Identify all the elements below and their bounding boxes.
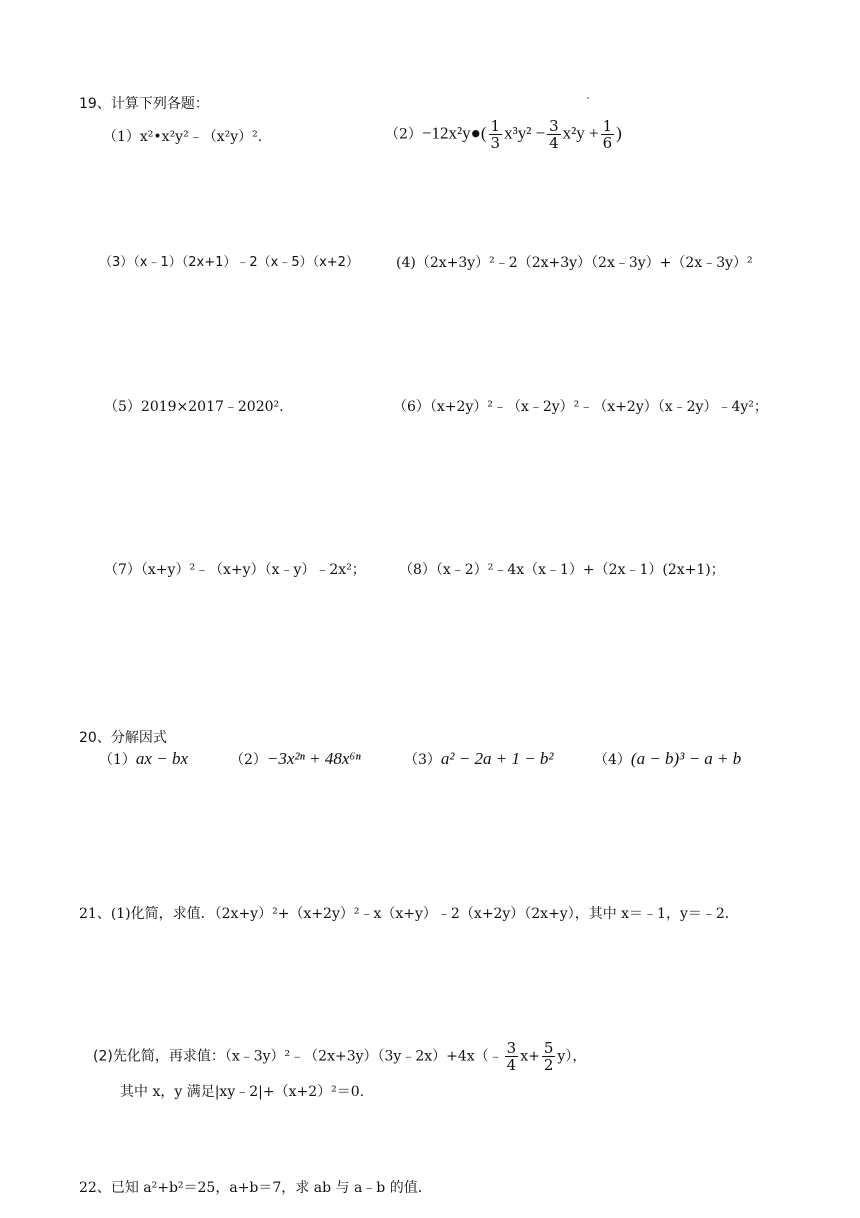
q19-part2 xyxy=(385,118,622,151)
q21-part2: (2)先化简，再求值：（x﹣3y）²﹣（2x+3y）（3y﹣2x）+4x（﹣ $\frac{3}{4}$ x+ $\frac{5}{2}$ y）， xyxy=(93,1039,587,1074)
q19-part2-label: （2） xyxy=(385,126,422,143)
q19-part2-frac1: $\frac{1}{3}$ xyxy=(490,117,501,152)
q19-part7: （7）（x+y）²﹣（x+y）（x﹣y）﹣2x²； xyxy=(104,562,366,578)
q20-part2: （2）−3x²ⁿ + 48x⁶ⁿ xyxy=(230,749,361,768)
q19-part2-pre: −12x²y●( xyxy=(421,123,487,143)
q19-part5: （5）2019×2017﹣2020². xyxy=(104,399,284,415)
q21-part1: 21、(1)化简，求值．（2x+y）²+（x+2y）²﹣x（x+y）﹣2（x+2y）（2x+y），其中 x＝﹣1，y＝﹣2． xyxy=(79,906,739,922)
q20-part4: （4）(a − b)³ − a + b xyxy=(594,749,742,768)
q19-part2-mid1: x³y² − xyxy=(504,123,546,143)
q19-part2-frac3: $\frac{1}{6}$ xyxy=(602,117,613,152)
q19-part3: （3）（x﹣1）（2x+1）﹣2（x﹣5）（x+2） xyxy=(99,255,359,270)
q20-heading: 20、分解因式 xyxy=(79,730,167,746)
q19-part1: （1）x²•x²y²﹣（x²y）². xyxy=(103,129,263,145)
q19-part4: (4)（2x+3y）²﹣2（2x+3y）（2x﹣3y）+（2x﹣3y）² xyxy=(396,255,753,271)
q20-part3: （3）a² − 2a + 1 − b² xyxy=(404,749,554,768)
q19-part2-frac2: $\frac{3}{4}$ xyxy=(549,117,559,152)
stray-dot xyxy=(587,97,589,99)
q19-heading: 19、计算下列各题： xyxy=(79,96,209,112)
q19-part2-end: ) xyxy=(616,123,622,143)
q20-part1: （1）ax − bx xyxy=(99,749,188,768)
q19-part6: （6）（x+2y）²﹣（x﹣2y）²﹣（x+2y）（x﹣2y）﹣4y²； xyxy=(393,399,768,415)
q21-condition: 其中 x，y 满足|xy﹣2|+（x+2）²＝0. xyxy=(120,1084,365,1100)
q19-part8: （8）（x﹣2）²﹣4x（x﹣1）+（2x﹣1）(2x+1)； xyxy=(399,562,725,578)
q21-part2-frac2: $\frac{5}{2}$ xyxy=(543,1039,554,1074)
q19-part2-mid2: x²y + xyxy=(562,123,599,143)
q21-part2-frac1: $\frac{3}{4}$ xyxy=(506,1039,517,1074)
q22-text: 22、已知 a²+b²＝25，a+b＝7，求 ab 与 a﹣b 的值． xyxy=(79,1180,432,1196)
